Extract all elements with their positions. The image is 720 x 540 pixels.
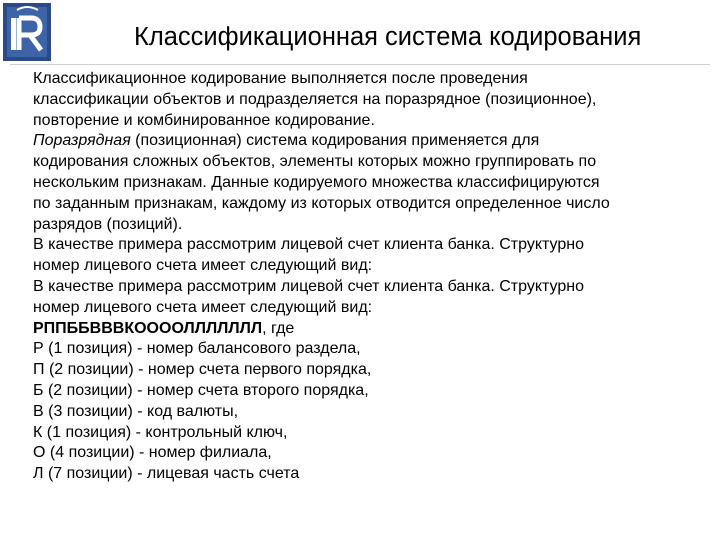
slide-body	[33, 69, 717, 485]
account-code: РППББВВВКООООЛЛЛЛЛЛЛ	[33, 319, 263, 337]
legend-line: П (2 позиции) - номер счета первого порядка,	[33, 361, 372, 379]
intro-line: повторение и комбинированное кодирование.	[33, 111, 375, 129]
legend-line: О (4 позиции) - номер филиала,	[33, 444, 272, 462]
legend-line: Р (1 позиция) - номер балансового раздела,	[33, 340, 361, 358]
definition-line: разрядов (позиций).	[33, 215, 183, 233]
definition-line: кодирования сложных объектов, элементы которых можно группировать по	[33, 153, 597, 171]
definition-line: нескольким признакам. Данные кодируемого множества классифицируются	[33, 173, 600, 191]
legend-line: Л (7 позиции) - лицевая часть счета	[33, 465, 300, 483]
legend-line: В (3 позиции) - код валюты,	[33, 402, 239, 420]
title-divider	[10, 64, 710, 65]
example-line: номер лицевого счета имеет следующий вид:	[33, 257, 373, 275]
intro-line: классификации объектов и подразделяется на поразрядное (позиционное),	[33, 90, 597, 108]
definition-first-line-rest: (позиционная) система кодирования применяется для	[130, 132, 540, 150]
legend-line: Б (2 позиции) - номер счета второго порядка,	[33, 381, 369, 399]
example-line: В качестве примера рассмотрим лицевой счет клиента банка. Структурно	[33, 277, 584, 295]
account-code-line	[33, 319, 717, 340]
example-line: В качестве примера рассмотрим лицевой счет клиента банка. Структурно	[33, 236, 584, 254]
example-line: номер лицевого счета имеет следующий вид:	[33, 298, 373, 316]
definition-line: по заданным признакам, каждому из которых отводится определенное число	[33, 194, 610, 212]
slide-title: Классификационная система кодирования	[134, 23, 642, 51]
legend-line: К (1 позиция) - контрольный ключ,	[33, 423, 288, 441]
definition-term: Поразрядная	[33, 132, 131, 150]
definition-first-line	[33, 131, 717, 152]
intro-line: Классификационное кодирование выполняется после проведения	[33, 70, 528, 87]
university-logo	[2, 2, 52, 62]
account-code-suffix: , где	[262, 319, 295, 337]
